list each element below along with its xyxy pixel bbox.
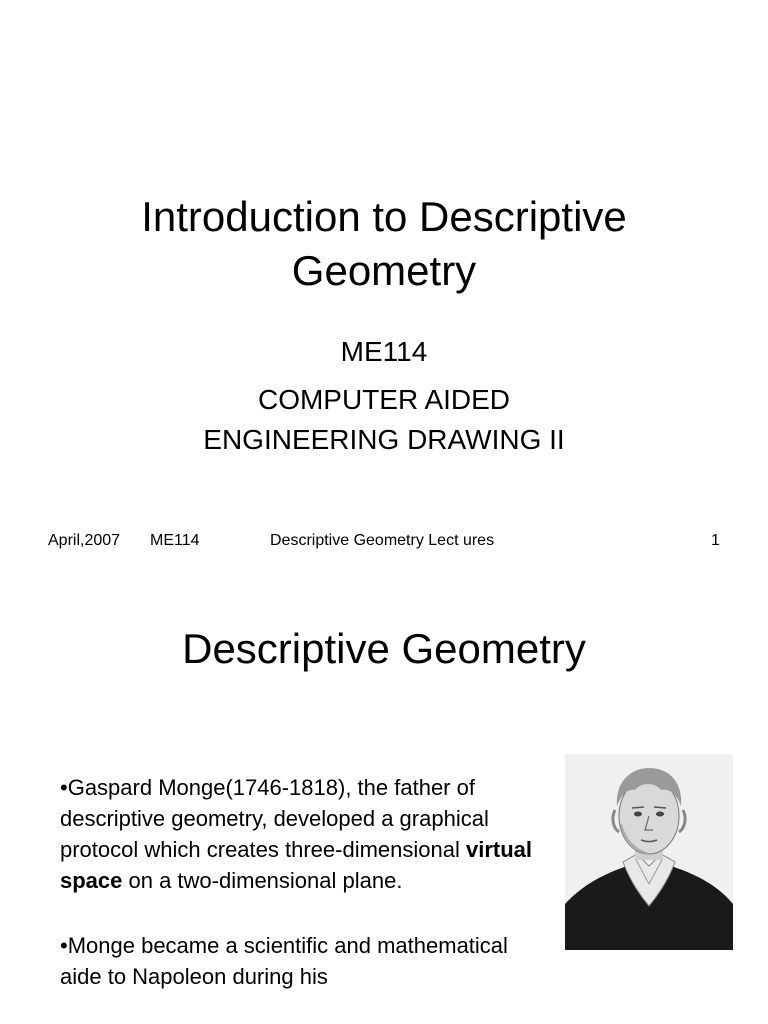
course-name-line-2: ENGINEERING DRAWING II [203,424,565,455]
slide-title-line-2: Geometry [291,247,477,294]
footer-course-code: ME114 [150,532,200,549]
course-name-line-1: COMPUTER AIDED [257,384,511,415]
bullet-item-monge-napoleon: •Monge became a scientific and mathematical aide to Napoleon during his [60,933,508,989]
slide-subtitle [0,332,768,460]
bullet-1-bold-term: virtual space [60,837,533,893]
bullet-list [60,772,550,1024]
portrait-illustration [565,754,733,950]
slide-title [0,190,768,298]
monge-portrait-image [565,754,733,950]
slide-2 [0,590,768,1024]
footer-page-number: 1 [711,532,720,549]
bullet-item-monge-father [60,772,550,896]
footer-date: April,2007 [48,532,121,549]
slide-2-title: Descriptive Geometry [182,625,586,672]
footer-lecture-title: Descriptive Geometry Lect ures [270,532,495,549]
bullet-1-text-end: on a two-dimensional plane. [122,868,403,893]
slide-title-line-1: Introduction to Descriptive [141,193,627,240]
course-name [0,380,768,460]
bullet-1-text-start: •Gaspard Monge(1746-1818), the father of descriptive geometry, developed a graphical protocol which creates three-dimensional [60,775,489,862]
course-code: ME114 [340,336,428,367]
